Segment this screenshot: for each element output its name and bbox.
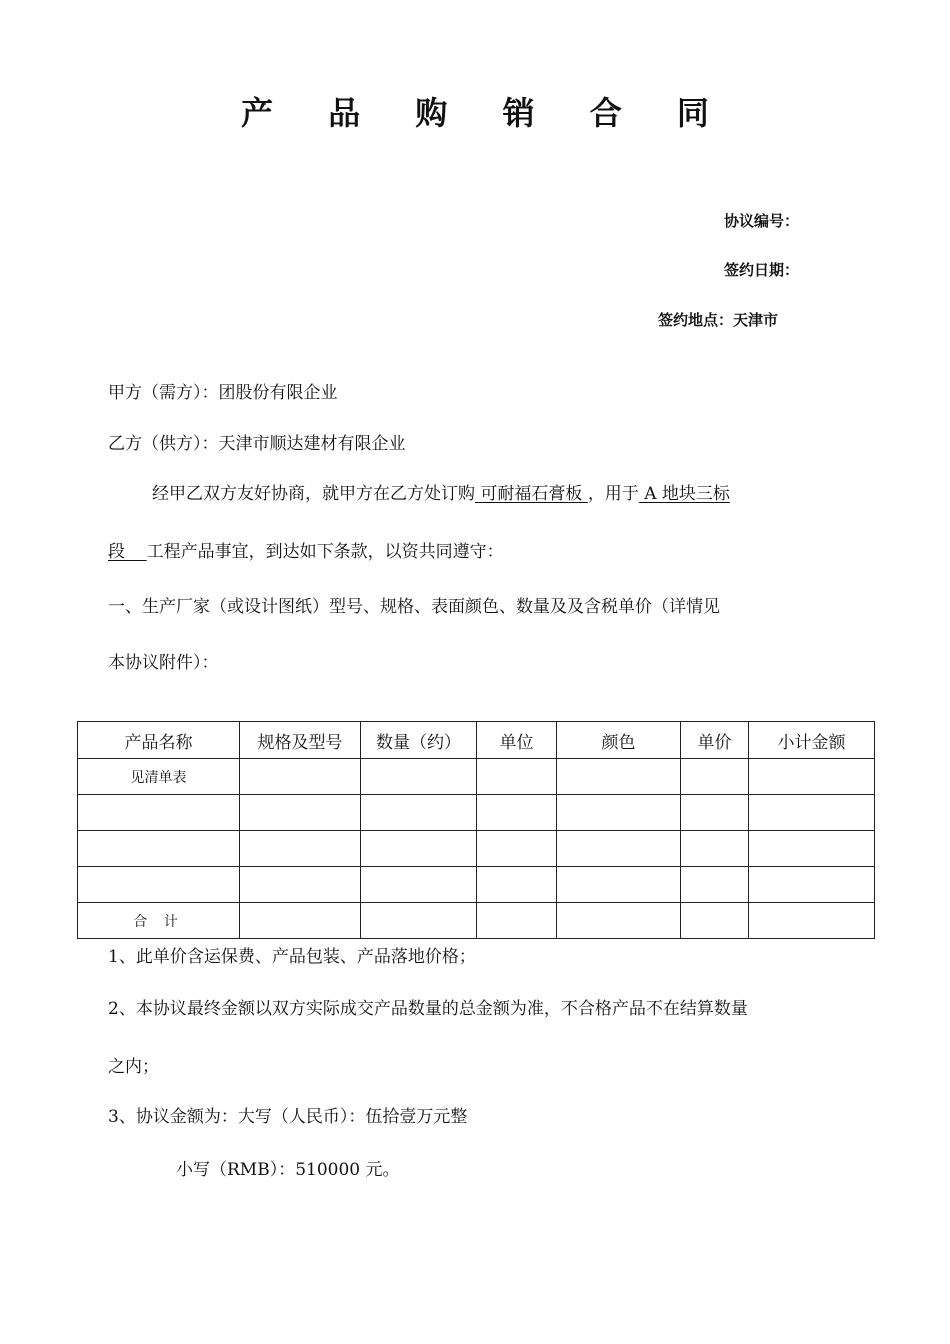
table-cell xyxy=(749,759,875,795)
table-cell xyxy=(681,831,749,867)
sign-place xyxy=(658,309,778,330)
table-cell xyxy=(477,759,557,795)
header-unit: 单位 xyxy=(477,722,557,759)
intro-line-2 xyxy=(108,537,504,562)
table-cell: 见清单表 xyxy=(78,759,240,795)
note-1: 1、此单价含运保费、产品包装、产品落地价格； xyxy=(108,947,476,967)
header-spec: 规格及型号 xyxy=(240,722,361,759)
intro-line-1 xyxy=(152,479,730,504)
table-cell xyxy=(557,831,681,867)
table-cell xyxy=(361,903,477,939)
table-cell xyxy=(361,867,477,903)
table-cell xyxy=(78,867,240,903)
note-2-line-2: 之内； xyxy=(108,1057,159,1077)
project-name-cont: 段 xyxy=(108,542,147,562)
table-cell xyxy=(477,831,557,867)
header-price: 单价 xyxy=(681,722,749,759)
contract-number-label: 协议编号： xyxy=(724,212,800,230)
table-cell xyxy=(78,795,240,831)
header-color: 颜色 xyxy=(557,722,681,759)
total-label: 合 计 xyxy=(78,903,240,939)
note-3: 3、协议金额为：大写（人民币）：伍拾壹万元整 xyxy=(108,1107,468,1127)
sign-date-label: 签约日期： xyxy=(724,261,800,279)
project-name: A 地块三标 xyxy=(638,484,730,504)
contract-title: 产 品 购 销 合 同 xyxy=(241,94,731,132)
table-cell xyxy=(361,795,477,831)
table-row xyxy=(78,867,875,903)
table-cell xyxy=(749,867,875,903)
section1-line-1: 一、生产厂家（或设计图纸）型号、规格、表面颜色、数量及及含税单价（详情见 xyxy=(108,597,720,617)
table-cell xyxy=(749,795,875,831)
table-row xyxy=(78,759,875,795)
party-b: 乙方（供方）：天津市顺达建材有限企业 xyxy=(108,434,406,454)
header-product-name: 产品名称 xyxy=(78,722,240,759)
table-cell xyxy=(477,795,557,831)
table-cell xyxy=(681,867,749,903)
table-cell xyxy=(681,903,749,939)
section1-line-2: 本协议附件）： xyxy=(108,653,219,673)
table-cell xyxy=(681,759,749,795)
party-a: 甲方（需方）：团股份有限企业 xyxy=(108,383,338,403)
table-cell xyxy=(240,759,361,795)
table-cell xyxy=(477,867,557,903)
table-total-row xyxy=(78,903,875,939)
product-name: 可耐福石膏板 xyxy=(475,484,588,504)
intro-text-2: ，用于 xyxy=(587,484,639,504)
table-row xyxy=(78,831,875,867)
table-cell xyxy=(749,831,875,867)
note-2-line-1: 2、本协议最终金额以双方实际成交产品数量的总金额为准，不合格产品不在结算数量 xyxy=(108,999,748,1019)
sign-place-value: 天津市 xyxy=(733,311,779,329)
table-cell xyxy=(557,759,681,795)
table-cell xyxy=(557,903,681,939)
table-row xyxy=(78,795,875,831)
table-cell xyxy=(240,795,361,831)
intro-text-3: 工程产品事宜，到达如下条款，以资共同遵守： xyxy=(146,542,504,562)
table-cell xyxy=(557,867,681,903)
table-cell xyxy=(361,831,477,867)
table-cell xyxy=(240,903,361,939)
table-cell xyxy=(749,903,875,939)
table-cell xyxy=(78,831,240,867)
note-3-amount-small: 小写（RMB）：510000 元。 xyxy=(176,1160,400,1180)
table-cell xyxy=(361,759,477,795)
table-cell xyxy=(240,831,361,867)
table-cell xyxy=(477,903,557,939)
header-subtotal: 小计金额 xyxy=(749,722,875,759)
sign-place-label: 签约地点： xyxy=(658,311,734,329)
table-cell xyxy=(681,795,749,831)
table-cell xyxy=(557,795,681,831)
header-quantity: 数量（约） xyxy=(361,722,477,759)
product-table xyxy=(77,721,875,939)
table-cell xyxy=(240,867,361,903)
table-header-row xyxy=(78,722,875,759)
intro-text: 经甲乙双方友好协商，就甲方在乙方处订购 xyxy=(152,484,475,504)
